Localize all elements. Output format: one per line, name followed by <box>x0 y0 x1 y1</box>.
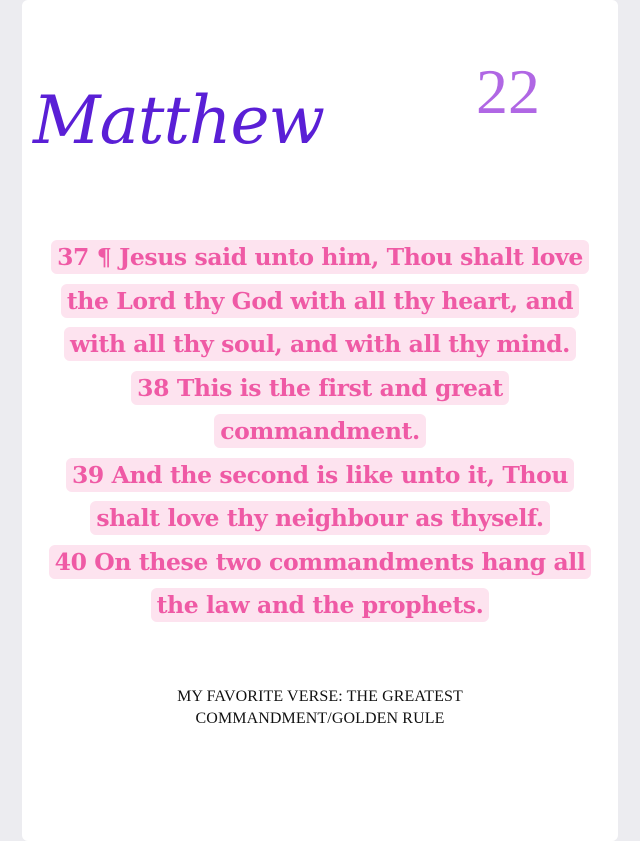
verse-block <box>22 236 618 628</box>
caption-line: COMMANDMENT/GOLDEN RULE <box>195 710 445 727</box>
verse-line: the law and the prophets. <box>22 584 618 628</box>
chapter-number: 22 <box>476 56 540 127</box>
caption <box>22 686 618 730</box>
verse-line: shalt love thy neighbour as thyself. <box>22 497 618 541</box>
verse-line: 39 And the second is like unto it, Thou <box>22 454 618 498</box>
verse-line: the Lord thy God with all thy heart, and <box>22 280 618 324</box>
verse-line: 37 ¶ Jesus said unto him, Thou shalt love <box>22 236 618 280</box>
book-title: Matthew <box>33 82 325 159</box>
verse-line: 38 This is the first and great <box>22 367 618 411</box>
verse-line: commandment. <box>22 410 618 454</box>
verse-line: 40 On these two commandments hang all <box>22 541 618 585</box>
verse-line: with all thy soul, and with all thy mind. <box>22 323 618 367</box>
caption-line: MY FAVORITE VERSE: THE GREATEST <box>177 688 463 705</box>
